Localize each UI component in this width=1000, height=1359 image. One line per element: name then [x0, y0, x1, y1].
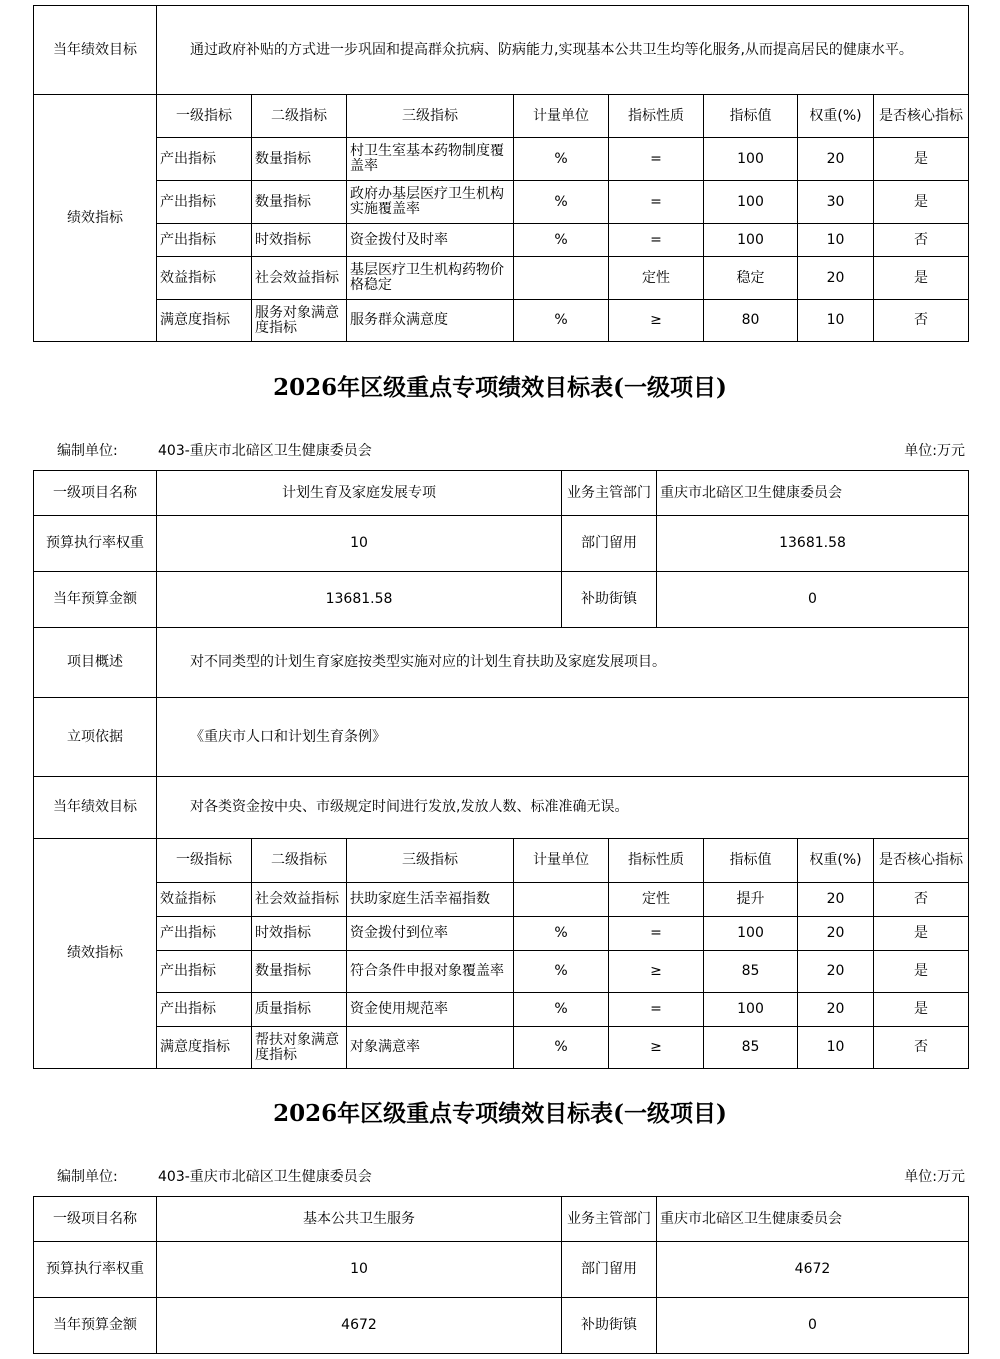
section2-title: 2026年区级重点专项绩效目标表(一级项目)	[273, 374, 727, 401]
cell: %	[514, 300, 609, 342]
cell: %	[514, 917, 609, 951]
cell: 100	[704, 993, 798, 1027]
cell: 帮扶对象满意度指标	[252, 1027, 347, 1069]
cell: 产出指标	[157, 951, 252, 993]
annual-budget-label: 当年预算金额	[34, 1298, 157, 1354]
table-row	[34, 1027, 969, 1069]
cell: 产出指标	[157, 224, 252, 257]
cell: %	[514, 138, 609, 181]
overview-text: 对不同类型的计划生育家庭按类型实施对应的计划生育扶助及家庭发展项目。	[157, 628, 969, 698]
section3-meta	[0, 1166, 1000, 1186]
dept-label: 业务主管部门	[562, 471, 657, 516]
cell: 时效指标	[252, 224, 347, 257]
cell: 85	[704, 1027, 798, 1069]
cell: 效益指标	[157, 883, 252, 917]
cell: 是	[874, 917, 969, 951]
cell: ≥	[609, 951, 704, 993]
cell: 稳定	[704, 257, 798, 300]
cell: 是	[874, 951, 969, 993]
cell: =	[609, 138, 704, 181]
cell: 社会效益指标	[252, 257, 347, 300]
header-cell: 指标值	[704, 839, 798, 883]
cell: 效益指标	[157, 257, 252, 300]
cell: 社会效益指标	[252, 883, 347, 917]
annual-budget-value: 4672	[157, 1298, 562, 1354]
perf-indicators-label: 绩效指标	[34, 839, 157, 1069]
unit-value: 403-重庆市北碚区卫生健康委员会	[158, 443, 372, 459]
annual-goal-label: 当年绩效目标	[34, 6, 157, 95]
street-subsidy-label: 补助街镇	[562, 572, 657, 628]
street-subsidy-value: 0	[657, 1298, 969, 1354]
cell	[514, 883, 609, 917]
cell: 10	[798, 300, 874, 342]
table-row	[34, 917, 969, 951]
cell: 85	[704, 951, 798, 993]
cell: 10	[798, 224, 874, 257]
cell: 否	[874, 300, 969, 342]
table-row	[34, 224, 969, 257]
basis-text: 《重庆市人口和计划生育条例》	[157, 698, 969, 777]
annual-budget-value: 13681.58	[157, 572, 562, 628]
header-cell: 指标性质	[609, 839, 704, 883]
table-row	[34, 300, 969, 342]
cell: =	[609, 917, 704, 951]
budget-weight-label: 预算执行率权重	[34, 1242, 157, 1298]
header-cell: 是否核心指标	[874, 839, 969, 883]
cell: 100	[704, 181, 798, 224]
section2-meta	[0, 440, 1000, 460]
dept-name: 重庆市北碚区卫生健康委员会	[657, 1197, 969, 1242]
cell: 数量指标	[252, 951, 347, 993]
table-row	[34, 257, 969, 300]
annual-budget-label: 当年预算金额	[34, 572, 157, 628]
cell: 对象满意率	[347, 1027, 514, 1069]
overview-label: 项目概述	[34, 628, 157, 698]
cell: 时效指标	[252, 917, 347, 951]
dept-label: 业务主管部门	[562, 1197, 657, 1242]
cell: 100	[704, 224, 798, 257]
cell: 20	[798, 993, 874, 1027]
budget-weight-label: 预算执行率权重	[34, 516, 157, 572]
budget-weight-value: 10	[157, 1242, 562, 1298]
header-cell: 权重(%)	[798, 95, 874, 138]
cell: 20	[798, 917, 874, 951]
cell: 20	[798, 951, 874, 993]
basis-label: 立项依据	[34, 698, 157, 777]
cell: 资金使用规范率	[347, 993, 514, 1027]
cell: 否	[874, 224, 969, 257]
cell	[514, 257, 609, 300]
cell: 数量指标	[252, 181, 347, 224]
cell: 是	[874, 993, 969, 1027]
cell: 符合条件申报对象覆盖率	[347, 951, 514, 993]
cell: 定性	[609, 257, 704, 300]
dept-retain-value: 13681.58	[657, 516, 969, 572]
project-name: 计划生育及家庭发展专项	[157, 471, 562, 516]
cell: 资金拨付及时率	[347, 224, 514, 257]
unit-value: 403-重庆市北碚区卫生健康委员会	[158, 1169, 372, 1185]
dept-name: 重庆市北碚区卫生健康委员会	[657, 471, 969, 516]
annual-goal-label: 当年绩效目标	[34, 777, 157, 839]
cell: %	[514, 993, 609, 1027]
cell: 是	[874, 138, 969, 181]
section2-indicator-table	[33, 838, 969, 1069]
cell: 扶助家庭生活幸福指数	[347, 883, 514, 917]
header-cell: 是否核心指标	[874, 95, 969, 138]
cell: 30	[798, 181, 874, 224]
cell: 满意度指标	[157, 1027, 252, 1069]
cell: 定性	[609, 883, 704, 917]
cell: ≥	[609, 1027, 704, 1069]
dept-retain-label: 部门留用	[562, 516, 657, 572]
cell: 产出指标	[157, 917, 252, 951]
cell: 村卫生室基本药物制度覆盖率	[347, 138, 514, 181]
section3-title: 2026年区级重点专项绩效目标表(一级项目)	[273, 1100, 727, 1127]
header-cell: 计量单位	[514, 839, 609, 883]
cell: 满意度指标	[157, 300, 252, 342]
unit-label: 编制单位:	[57, 443, 118, 459]
cell: 政府办基层医疗卫生机构实施覆盖率	[347, 181, 514, 224]
dept-retain-value: 4672	[657, 1242, 969, 1298]
cell: 质量指标	[252, 993, 347, 1027]
cell: 20	[798, 883, 874, 917]
header-cell: 一级指标	[157, 839, 252, 883]
cell: 产出指标	[157, 138, 252, 181]
header-cell: 指标值	[704, 95, 798, 138]
street-subsidy-value: 0	[657, 572, 969, 628]
cell: %	[514, 181, 609, 224]
cell: =	[609, 224, 704, 257]
cell: 10	[798, 1027, 874, 1069]
cell: 服务对象满意度指标	[252, 300, 347, 342]
cell: =	[609, 993, 704, 1027]
cell: 产出指标	[157, 993, 252, 1027]
level1-name-label: 一级项目名称	[34, 471, 157, 516]
cell: %	[514, 951, 609, 993]
section3-info-table	[33, 1196, 969, 1354]
cell: 20	[798, 138, 874, 181]
perf-indicators-label: 绩效指标	[34, 95, 157, 342]
level1-name-label: 一级项目名称	[34, 1197, 157, 1242]
project-name: 基本公共卫生服务	[157, 1197, 562, 1242]
cell: 否	[874, 1027, 969, 1069]
annual-goal-text: 通过政府补贴的方式进一步巩固和提高群众抗病、防病能力,实现基本公共卫生均等化服务,从而提高居民的健康水平。	[157, 6, 969, 95]
budget-weight-value: 10	[157, 516, 562, 572]
header-cell: 三级指标	[347, 95, 514, 138]
money-unit: 单位:万元	[904, 1169, 965, 1185]
cell: 100	[704, 917, 798, 951]
cell: %	[514, 1027, 609, 1069]
table-row	[34, 951, 969, 993]
cell: 数量指标	[252, 138, 347, 181]
section2-info-table	[33, 470, 969, 839]
header-cell: 二级指标	[252, 839, 347, 883]
cell: 20	[798, 257, 874, 300]
table-row	[34, 138, 969, 181]
cell: ≥	[609, 300, 704, 342]
cell: 产出指标	[157, 181, 252, 224]
header-cell: 计量单位	[514, 95, 609, 138]
cell: 100	[704, 138, 798, 181]
cell: 80	[704, 300, 798, 342]
header-cell: 权重(%)	[798, 839, 874, 883]
cell: 提升	[704, 883, 798, 917]
section1-table	[33, 5, 969, 342]
unit-label: 编制单位:	[57, 1169, 118, 1185]
header-cell: 二级指标	[252, 95, 347, 138]
table-row	[34, 181, 969, 224]
dept-retain-label: 部门留用	[562, 1242, 657, 1298]
cell: =	[609, 181, 704, 224]
table-row	[34, 993, 969, 1027]
cell: 是	[874, 181, 969, 224]
cell: 是	[874, 257, 969, 300]
header-cell: 三级指标	[347, 839, 514, 883]
money-unit: 单位:万元	[904, 443, 965, 459]
header-cell: 一级指标	[157, 95, 252, 138]
cell: 服务群众满意度	[347, 300, 514, 342]
cell: 基层医疗卫生机构药物价格稳定	[347, 257, 514, 300]
annual-goal-text: 对各类资金按中央、市级规定时间进行发放,发放人数、标准准确无误。	[157, 777, 969, 839]
cell: 资金拨付到位率	[347, 917, 514, 951]
header-cell: 指标性质	[609, 95, 704, 138]
cell: %	[514, 224, 609, 257]
street-subsidy-label: 补助街镇	[562, 1298, 657, 1354]
table-row	[34, 883, 969, 917]
cell: 否	[874, 883, 969, 917]
